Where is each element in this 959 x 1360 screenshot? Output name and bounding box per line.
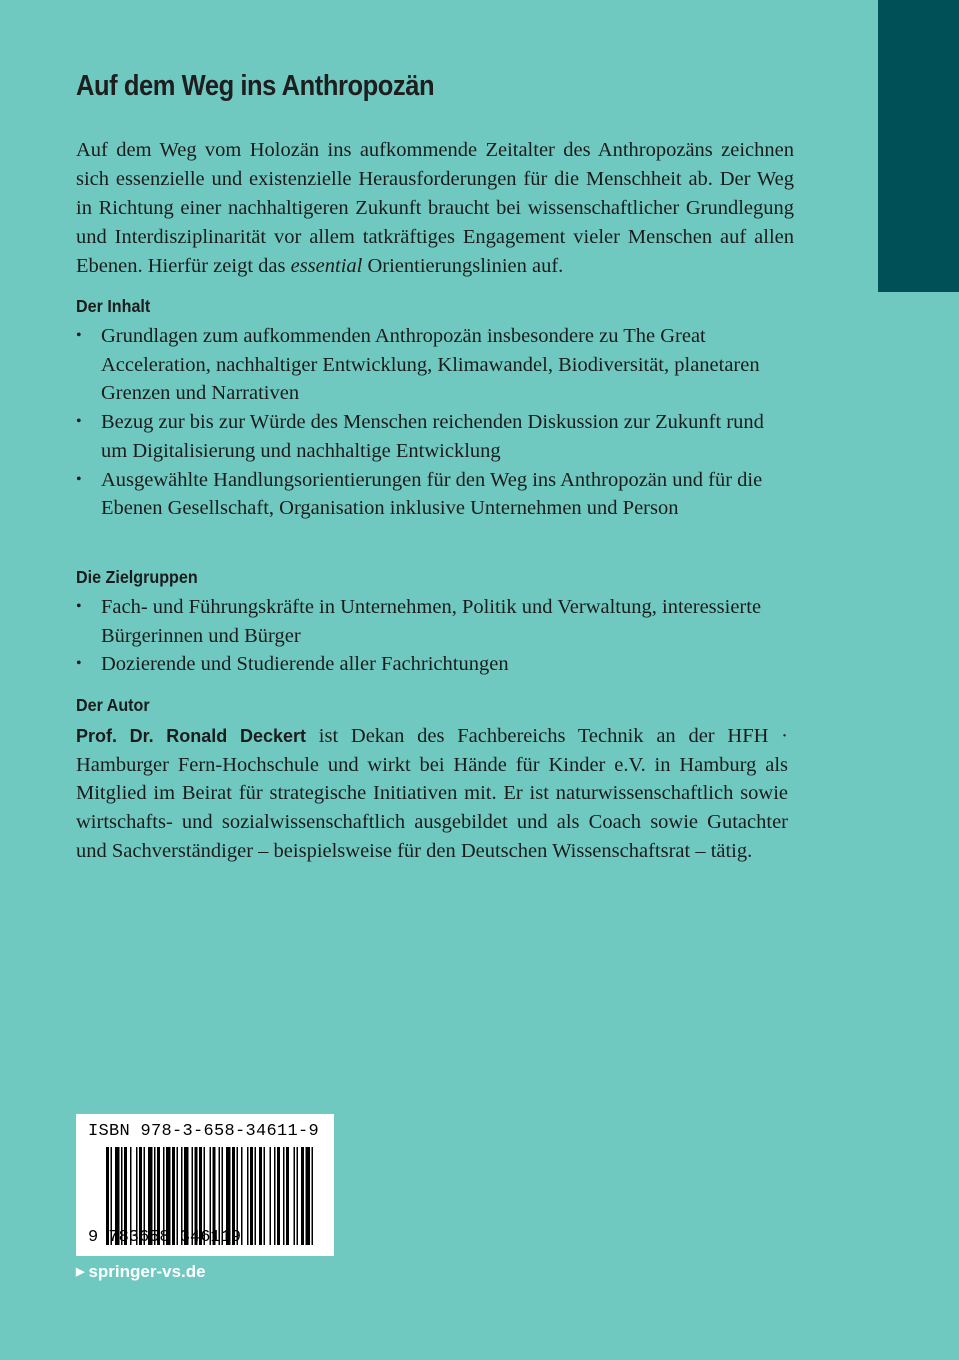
list-item: • Bezug zur bis zur Würde des Menschen reichenden Diskussion zur Zukunft rund um Digitalisierung und nachhaltige Entwicklung bbox=[76, 408, 776, 465]
intro-paragraph bbox=[76, 136, 794, 281]
author-description: ist Dekan des Fachbereichs Technik an der HFH · Hamburger Fern-Hochschule und wirkt bei Hände für Kinder e.V. in Hamburg als Mitglied im Beirat für strategische Initiativen mit. Er ist naturwissenschaftlich sowie wirtschafts- und sozialwissenschaftlich ausgebildet und als Coach sowie Gutachter und Sachverständiger – beispielsweise für den Deutschen Wissenschaftsrat – tätig. bbox=[76, 725, 788, 862]
book-title: Auf dem Weg ins Anthropozän bbox=[76, 70, 435, 102]
list-item: • Grundlagen zum aufkommenden Anthropozän insbesondere zu The Great Acceleration, nachhaltiger Entwicklung, Klimawandel, Biodiversität, planetaren Grenzen und Narrativen bbox=[76, 322, 776, 408]
content-list bbox=[76, 322, 776, 523]
content-heading: Der Inhalt bbox=[76, 296, 151, 316]
intro-italic-word: essential bbox=[290, 255, 363, 277]
list-item: • Fach- und Führungskräfte in Unternehmen, Politik und Verwaltung, interessierte Bürgerinnen und Bürger bbox=[76, 593, 776, 650]
intro-text-end: Orientierungslinien auf. bbox=[362, 255, 564, 277]
barcode-digits: 9 783658 346119 bbox=[88, 1228, 242, 1247]
isbn-barcode bbox=[76, 1114, 334, 1256]
publisher-website[interactable] bbox=[76, 1262, 206, 1282]
author-heading: Der Autor bbox=[76, 695, 150, 715]
intro-text-start: Auf dem Weg vom Holozän ins aufkommende Zeitalter des Anthropozäns zeichnen sich essenzielle und existenzielle Herausforderungen für die Menschheit ab. Der Weg in Richtung einer nachhaltigeren Zukunft braucht bei wissenschaftlicher Grundlegung und Interdisziplinarität vor allem tatkräftiges Engagement vieler Menschen auf allen Ebenen. Hierfür zeigt das bbox=[76, 139, 794, 277]
list-item: • Ausgewählte Handlungsorientierungen für den Weg ins Anthropozän und für die Ebenen Gesellschaft, Organisation inklusive Unternehmen und Person bbox=[76, 466, 776, 523]
arrow-right-icon: ▶ bbox=[76, 1266, 85, 1278]
author-name: Prof. Dr. Ronald Deckert bbox=[76, 726, 306, 746]
list-item: • Dozierende und Studierende aller Fachrichtungen bbox=[76, 650, 776, 679]
audience-list bbox=[76, 593, 776, 679]
isbn-label: ISBN 978-3-658-34611-9 bbox=[88, 1122, 320, 1141]
author-bio bbox=[76, 722, 788, 866]
audience-heading: Die Zielgruppen bbox=[76, 567, 198, 587]
website-label: springer-vs.de bbox=[88, 1262, 206, 1281]
side-color-tab bbox=[878, 0, 959, 292]
